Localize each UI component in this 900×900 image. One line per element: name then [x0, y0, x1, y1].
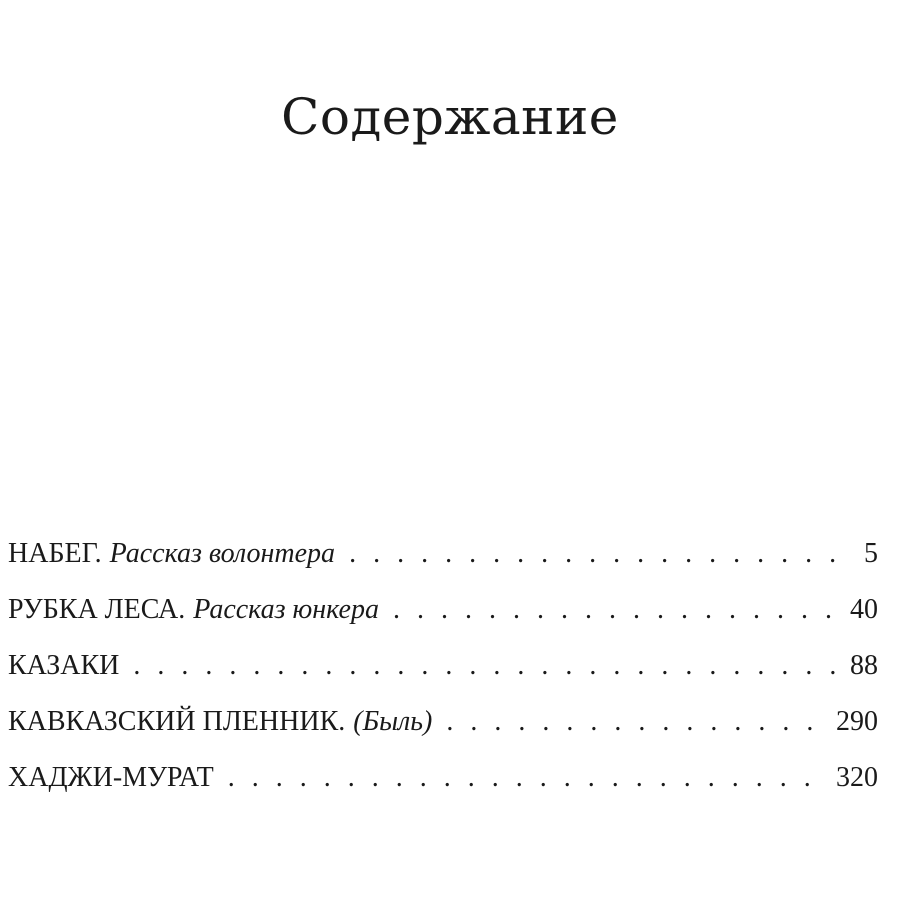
- toc-entry-nabeg[interactable]: [8, 526, 878, 582]
- toc-entry-rubka-lesa[interactable]: [8, 582, 878, 638]
- table-of-contents: [8, 526, 878, 806]
- toc-entry-subtitle: Рассказ волонтера: [109, 538, 336, 569]
- toc-entry-page-number: 5: [864, 538, 878, 569]
- toc-entry-kazaki[interactable]: [8, 638, 878, 694]
- toc-entry-subtitle: (Быль): [353, 706, 433, 737]
- page-title: Содержание: [281, 88, 619, 146]
- toc-entry-title: КАВКАЗСКИЙ ПЛЕННИК.: [8, 706, 346, 737]
- toc-entry-kavkazskiy-plennik[interactable]: [8, 694, 878, 750]
- toc-entry-title: КАЗАКИ: [8, 650, 120, 681]
- toc-entry-page-number: 88: [850, 650, 878, 681]
- toc-entry-title: РУБКА ЛЕСА.: [8, 594, 186, 625]
- toc-entry-page-number: 40: [850, 594, 878, 625]
- toc-entry-subtitle: Рассказ юнкера: [193, 594, 379, 625]
- toc-entry-title: ХАДЖИ-МУРАТ: [8, 762, 214, 793]
- dot-leader: [349, 526, 854, 582]
- dot-leader: [393, 582, 840, 638]
- toc-entry-hadzhi-murat[interactable]: [8, 750, 878, 806]
- toc-entry-page-number: 320: [836, 762, 878, 793]
- dot-leader: [133, 638, 840, 694]
- toc-entry-page-number: 290: [836, 706, 878, 737]
- dot-leader: [446, 694, 826, 750]
- dot-leader: [228, 750, 826, 806]
- toc-entry-title: НАБЕГ.: [8, 538, 102, 569]
